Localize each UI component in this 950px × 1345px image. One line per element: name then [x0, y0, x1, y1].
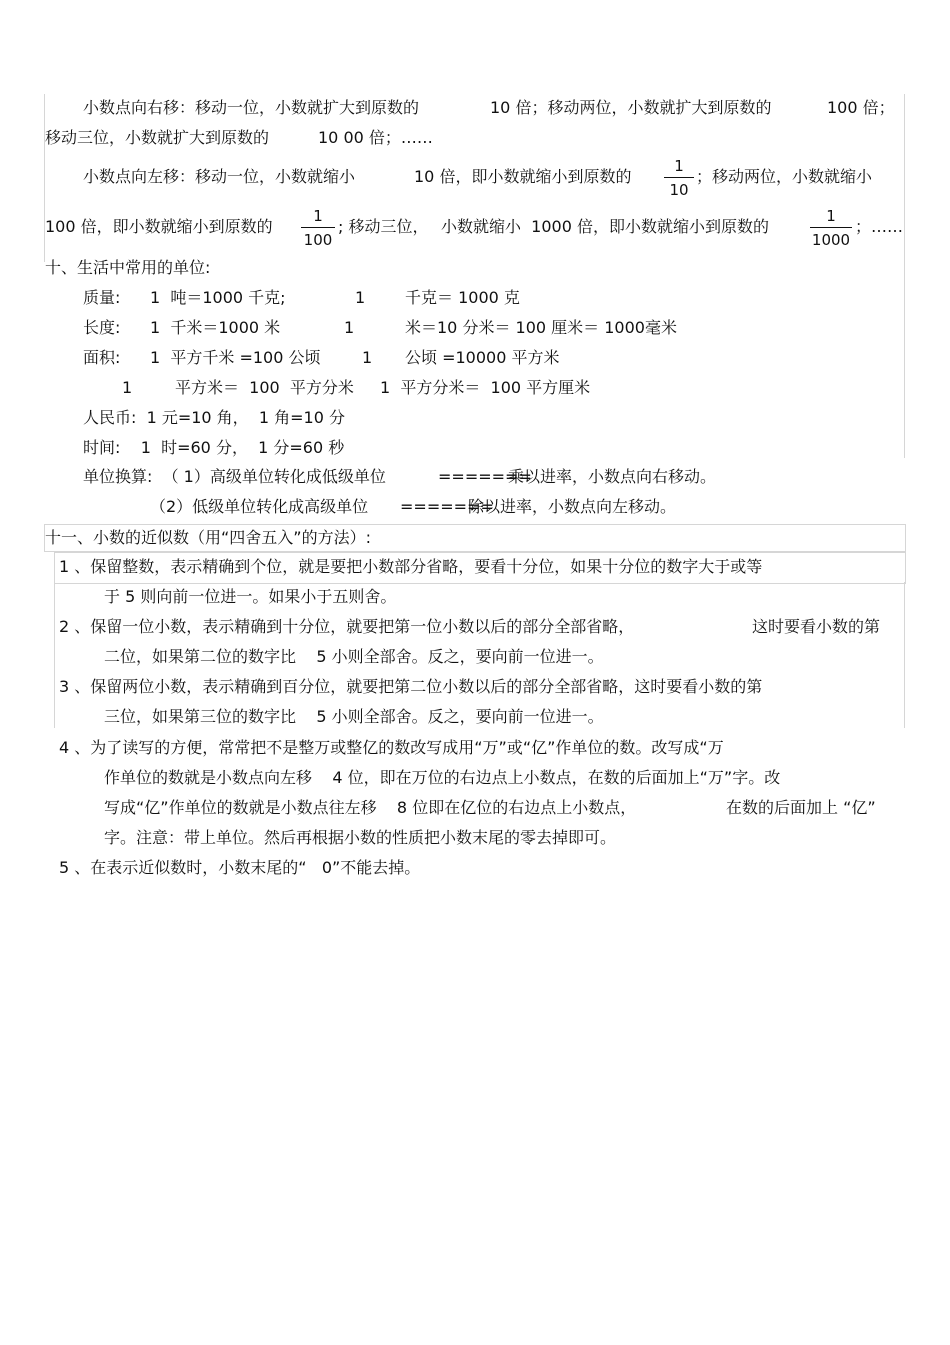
area-label: 面积: [83, 348, 121, 367]
fraction-bar [664, 177, 694, 178]
conversion-line-2: （2）低级单位转化成高级单位 [150, 497, 369, 516]
mass-one: 1 [355, 288, 366, 307]
item-3-line-2: 三位，如果第三位的数字比 5 小则全部舍。反之，要向前一位进一。 [104, 707, 604, 726]
shift-right-line-2-b: 10 00 倍；…… [318, 128, 433, 147]
item-2-line-1: 2 、保留一位小数，表示精确到十分位，就要把第一位小数以后的部分全部省略， [59, 617, 635, 636]
length-km: 1 千米＝1000 米 [150, 318, 281, 337]
item-1-line-1: 1 、保留整数，表示精确到个位，就是要把小数部分省略，要看十分位，如果十分位的数字大于或等 [59, 557, 763, 576]
item-4-line-3: 写成“亿”作单位的数就是小数点往左移 8 位即在亿位的右边点上小数点， [104, 798, 637, 817]
shift-right-line-1-c: 100 倍； [827, 98, 895, 117]
item-4-line-3-b: 在数的后面加上 “亿” [726, 798, 876, 817]
conversion-line-1: 单位换算: （ 1）高级单位转化成低级单位 [83, 467, 386, 486]
item-2-line-1-b: 这时要看小数的第 [752, 617, 881, 636]
fraction-one-tenth [664, 157, 694, 199]
area-sqkm: 1 平方千米 =100 公顷 [150, 348, 321, 367]
fraction-numerator: 1 [674, 157, 684, 175]
item-4-line-1: 4 、为了读写的方便，常常把不是整万或整亿的数改写成用“万”或“亿”作单位的数。改写成“万 [59, 738, 724, 757]
area2-sqm: 平方米＝ 100 平方分米 [175, 378, 354, 397]
length-m: 米＝10 分米＝ 100 厘米＝ 1000毫米 [405, 318, 677, 337]
area-one: 1 [362, 348, 373, 367]
section-11-title: 十一、小数的近似数（用“四舍五入”的方法）: [45, 528, 371, 547]
shift-right-line-1: 小数点向右移：移动一位，小数就扩大到原数的 [83, 98, 420, 117]
fraction-denominator: 100 [303, 231, 333, 249]
shift-left-line-1-c: ；移动两位，小数就缩小 [696, 167, 873, 186]
fraction-one-hundredth [301, 207, 335, 249]
conversion-line-2-b: 除以进率，小数点向左移动。 [468, 497, 677, 516]
fraction-bar [810, 227, 852, 228]
mass-label: 质量: [83, 288, 121, 307]
border-right-top [904, 94, 905, 458]
item-2-line-2: 二位，如果第二位的数字比 5 小则全部舍。反之，要向前一位进一。 [104, 647, 604, 666]
conversion-line-1-b: 乘以进率，小数点向右移动。 [508, 467, 717, 486]
item-4-line-2: 作单位的数就是小数点向左移 4 位，即在万位的右边点上小数点，在数的后面加上“万”字。改 [104, 768, 781, 787]
item-4-line-4: 字。注意：带上单位。然后再根据小数的性质把小数末尾的零去掉即可。 [104, 828, 617, 847]
fraction-bar [301, 227, 335, 228]
item-5-line-1: 5 、在表示近似数时，小数末尾的“ 0”不能去掉。 [59, 858, 421, 877]
section-10-title: 十、生活中常用的单位: [45, 258, 211, 277]
currency-line: 人民币: 1 元=10 角， 1 角=10 分 [83, 408, 345, 427]
shift-right-line-2: 移动三位，小数就扩大到原数的 [45, 128, 270, 147]
shift-left-line-1-b: 10 倍，即小数就缩小到原数的 [414, 167, 632, 186]
border-left-items [54, 582, 55, 728]
area2-sqdm: 1 平方分米＝ 100 平方厘米 [380, 378, 591, 397]
shift-left-line-2-c: 小数就缩小 1000 倍，即小数就缩小到原数的 [441, 217, 769, 236]
shift-left-line-2-b: ; 移动三位， [338, 217, 429, 236]
time-line: 时间: 1 时=60 分， 1 分=60 秒 [83, 438, 345, 457]
item-3-line-1: 3 、保留两位小数，表示精确到百分位，就要把第二位小数以后的部分全部省略，这时要看小数的第 [59, 677, 763, 696]
fraction-denominator: 10 [669, 181, 689, 199]
shift-right-line-1-b: 10 倍；移动两位，小数就扩大到原数的 [490, 98, 772, 117]
shift-left-line-1: 小数点向左移：移动一位，小数就缩小 [83, 167, 356, 186]
shift-left-line-2: 100 倍，即小数就缩小到原数的 [45, 217, 273, 236]
conversion-arrow-1: ======= [438, 467, 532, 486]
fraction-numerator: 1 [313, 207, 323, 225]
border-right-items [904, 582, 905, 728]
item-1-line-2: 于 5 则向前一位进一。如果小于五则舍。 [104, 587, 397, 606]
length-label: 长度: [83, 318, 121, 337]
area-hectare: 公顷 =10000 平方米 [405, 348, 560, 367]
fraction-numerator: 1 [826, 207, 836, 225]
mass-kg: 千克＝ 1000 克 [405, 288, 520, 307]
conversion-arrow-2: ======= [400, 497, 494, 516]
fraction-denominator: 1000 [811, 231, 851, 249]
shift-left-line-2-d: ；…… [855, 217, 904, 236]
area2-one: 1 [122, 378, 133, 397]
length-one: 1 [344, 318, 355, 337]
mass-ton: 1 吨＝1000 千克; [150, 288, 286, 307]
fraction-one-thousandth [810, 207, 852, 249]
